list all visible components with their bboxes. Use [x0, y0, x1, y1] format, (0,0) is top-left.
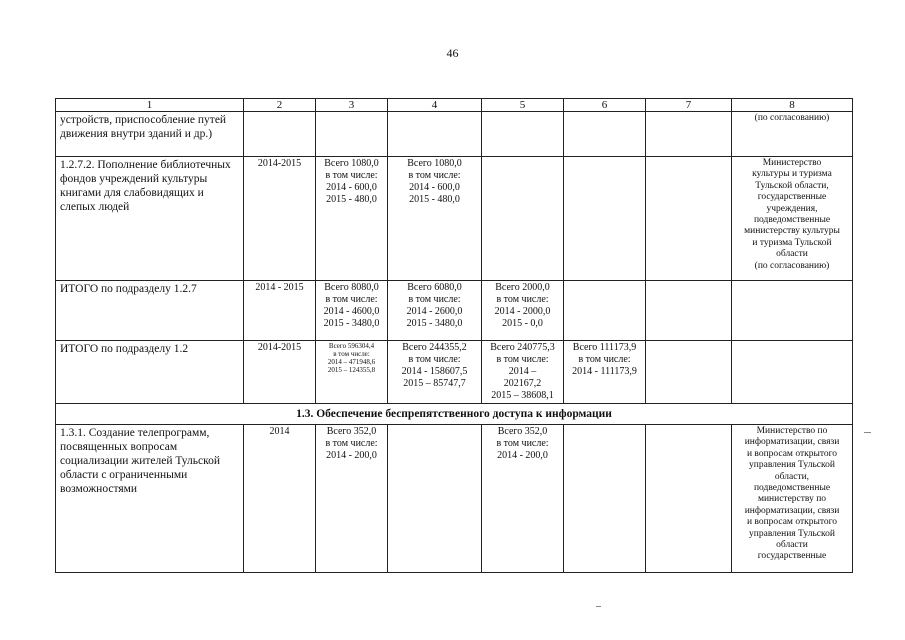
funding-cell-4 [388, 425, 482, 573]
funding-cell-7 [646, 425, 732, 573]
header-row [56, 99, 853, 112]
period-cell: 2014 [244, 425, 316, 573]
funding-cell-4: Всего 6080,0 в том числе: 2014 - 2600,0 2015 - 3480,0 [388, 281, 482, 341]
funding-cell-7 [646, 157, 732, 281]
funding-cell-6 [564, 157, 646, 281]
page-number: 46 [446, 46, 459, 60]
funding-cell-7 [646, 341, 732, 404]
period-cell: 2014-2015 [244, 341, 316, 404]
table-row [56, 157, 853, 281]
column-header-6: 6 [564, 99, 646, 112]
column-header-8: 8 [732, 99, 853, 112]
period-cell: 2014 - 2015 [244, 281, 316, 341]
funding-cell-4: Всего 1080,0 в том числе: 2014 - 600,0 2015 - 480,0 [388, 157, 482, 281]
funding-cell-5 [482, 112, 564, 157]
section-row [56, 404, 853, 425]
table-row [56, 425, 853, 573]
total-funding-cell: Всего 1080,0 в том числе: 2014 - 600,0 2015 - 480,0 [316, 157, 388, 281]
measure-cell: ИТОГО по подразделу 1.2.7 [56, 281, 244, 341]
executor-cell: (по согласованию) [732, 112, 853, 157]
funding-cell-6 [564, 281, 646, 341]
scan-mark [864, 432, 871, 433]
funding-cell-4 [388, 112, 482, 157]
total-funding-cell: Всего 352,0 в том числе: 2014 - 200,0 [316, 425, 388, 573]
table-row [56, 281, 853, 341]
program-table [55, 98, 853, 573]
column-header-3: 3 [316, 99, 388, 112]
table-row [56, 341, 853, 404]
funding-cell-7 [646, 281, 732, 341]
funding-cell-5: Всего 2000,0 в том числе: 2014 - 2000,0 2015 - 0,0 [482, 281, 564, 341]
measure-cell: ИТОГО по подразделу 1.2 [56, 341, 244, 404]
column-header-2: 2 [244, 99, 316, 112]
executor-cell [732, 281, 853, 341]
executor-cell: Министерство культуры и туризма Тульской области, государственные учреждения, подведомственные министерству культуры и туризма Тульской области (по согласованию) [732, 157, 853, 281]
column-header-5: 5 [482, 99, 564, 112]
funding-cell-5: Всего 240775,3 в том числе: 2014 – 202167,2 2015 – 38608,1 [482, 341, 564, 404]
measure-cell: 1.2.7.2. Пополнение библиотечных фондов учреждений культуры книгами для слабовидящих и слепых людей [56, 157, 244, 281]
funding-cell-6 [564, 112, 646, 157]
measure-cell: устройств, приспособление путей движения внутри зданий и др.) [56, 112, 244, 157]
funding-cell-7 [646, 112, 732, 157]
table-row [56, 112, 853, 157]
executor-cell [732, 341, 853, 404]
scan-mark [596, 606, 601, 607]
period-cell [244, 112, 316, 157]
column-header-1: 1 [56, 99, 244, 112]
funding-cell-6: Всего 111173,9 в том числе: 2014 - 111173,9 [564, 341, 646, 404]
column-header-7: 7 [646, 99, 732, 112]
funding-cell-5 [482, 157, 564, 281]
total-funding-cell: Всего 596304,4 в том числе: 2014 – 471948,6 2015 – 124355,8 [316, 341, 388, 404]
total-funding-cell [316, 112, 388, 157]
period-cell: 2014-2015 [244, 157, 316, 281]
executor-cell: Министерство по информатизации, связи и вопросам открытого управления Тульской области, подведомственные министерству по информатизации, связи и вопросам открытого управления Тульской области государственные [732, 425, 853, 573]
total-funding-cell: Всего 8080,0 в том числе: 2014 - 4600,0 2015 - 3480,0 [316, 281, 388, 341]
funding-cell-4: Всего 244355,2 в том числе: 2014 - 158607,5 2015 – 85747,7 [388, 341, 482, 404]
section-heading: 1.3. Обеспечение беспрепятственного доступа к информации [56, 404, 853, 425]
funding-cell-5: Всего 352,0 в том числе: 2014 - 200,0 [482, 425, 564, 573]
column-header-4: 4 [388, 99, 482, 112]
funding-cell-6 [564, 425, 646, 573]
measure-cell: 1.3.1. Создание телепрограмм, посвященных вопросам социализации жителей Тульской области с ограниченными возможностями [56, 425, 244, 573]
